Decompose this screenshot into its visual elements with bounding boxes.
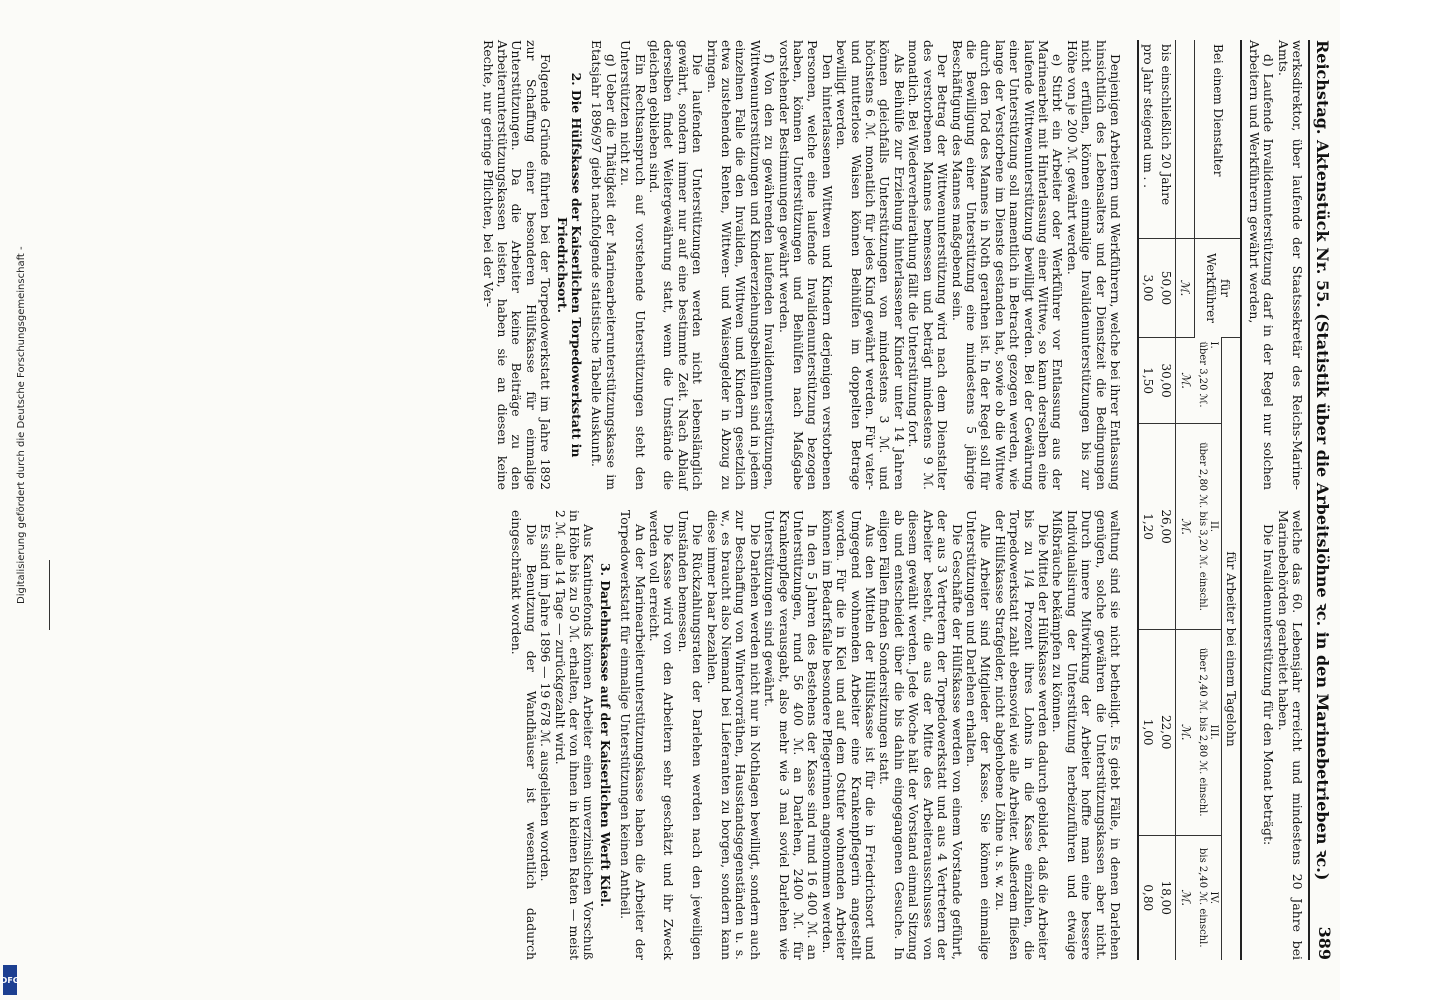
table-row: bis einschließlich 20 Jahre 50,00 30,00 26,00 22,00 18,00	[1158, 40, 1177, 960]
header-rule	[1308, 40, 1310, 960]
invalid-support-table	[1138, 40, 1243, 960]
table-row: pro Jahr steigend um . . 3,00 1,50 1,20 1,00 0,80	[1139, 40, 1158, 960]
table-class-header: I. über 3,20 ℳ.	[1197, 341, 1219, 408]
top-left-text: werksdirektor, über laufende der Staatssekretär des Reichs-Marine-Amts. d) Laufende Invalidenunterstützung darf in der Regel nur solchen Arbeitern und Werkführern gewährt werden,	[1246, 40, 1305, 490]
left-column: Denjenigen Arbeitern und Werkführern, welche bei ihrer Entlassung hinsichtlich des Lebensalters und der Dienstzeit die Bedingungen nicht erfüllen, können einmalige Invalidenunterstützungen bis zur Höhe von je 200 ℳ. gewährt werden. e) Stirbt ein Arbeiter oder Werkführer vor Entlassung aus der Marinearbeit mit Hinterlassung einer Wittwe, so kann derselben eine laufende Wittwenunterstützung bewilligt werden. Bei der Gewährung einer Unterstützung soll namentlich in Betracht gezogen werden, wie lange der Verstorbene im Dienste gestanden hat, sowie ob die Wittwe durch den Tod des Mannes in Noth gerathen ist. In der Regel soll für die Bewilligung einer Unterstützung eine mindestens 5 jährige Beschäftigung des Mannes maßgebend sein. Der Betrag der Wittwenunterstützung wird nach dem Dienstalter des verstorbenen Mannes bemessen und beträgt mindestens 9 ℳ. monatlich. Bei Wiederverheirathung fällt die Unterstützung fort. Als Beihülfe zur Erziehung hinterlassener Kinder unter 14 Jahren können gleichfalls Unterstützungen von mindestens 3 ℳ. und höchstens 6 ℳ. monatlich für jedes Kind gewährt werden. Für vater- und mutterlose Waisen können Beihülfen im doppelten Betrage bewilligt werden. Den hinterlassenen Wittwen und Kindern derjenigen verstorbenen Personen, welche eine laufende Invalidenunterstützung bezogen haben, können Unterstützungen und Beihülfen nach Maßgabe vorstehender Bestimmungen gewährt werden. f) Von den zu gewährenden laufenden Invalidenunterstützungen, Wittwenunterstützungen und Kindererziehungsbeihülfen sind in jedem einzelnen Falle die den Invaliden, Wittwen und Kindern gesetzlich etwa zustehenden Renten, Wittwen- und Waisengelder in Abzug zu bringen. Die laufenden Unterstützungen werden nicht lebenslänglich gewährt, sondern immer nur auf eine bestimmte Zeit. Nach Ablauf derselben findet Weitergewährung statt, wenn die Umstände die gleichen geblieben sind. Ein Rechtsanspruch auf vorstehende Unterstützungen steht den Unterstützten nicht zu. g) Ueber die Thätigkeit der Marinearbeiterunterstützungskasse im Etatsjahr 1896/97 giebt nachfolgende statistische Tabelle Auskunft. 2. Die Hülfskasse der Kaiserlichen Torpedowerkstatt in Friedrichsort. Folgende Gründe führten bei der Torpedowerkstatt im Jahre 1892 zur Schaffung einer besonderen Hülfskasse für einmalige Unterstützungen. Da die Arbeiter keine Beiträge zu den Arbeiterunterstützungskassen leisten, haben sie an diesen keine Rechte, nur geringe Pflichten, bei der Ver-	[480, 40, 1123, 490]
table-unit-spacer	[1176, 40, 1195, 239]
table-col-workers: für Arbeiter bei einem Tagelohn	[1222, 338, 1242, 961]
page-header	[1312, 40, 1334, 960]
top-right-text: welche das 60. Lebensjahr erreicht und mindestens 20 Jahre bei Marinebehörden gearbeitet haben. Die Invalidenunterstützung für den Monat beträgt:	[1261, 510, 1305, 960]
table-class-header: III. über 2,40 ℳ. bis 2,80 ℳ. einschl.	[1195, 629, 1222, 835]
right-column: waltung sind sie nicht betheiligt. Es giebt Fälle, in denen Darlehen genügen, solche gewähren die Unterstützungskassen aber nicht. Durch innere Mitwirkung der Arbeiter hoffte man eine bessere Individualisirung der Unterstützung herbeizuführen und etwaige Mißbräuche bekämpfen zu können. Die Mittel der Hülfskasse werden dadurch gebildet, daß die Arbeiter bis zu 1/4 Prozent ihres Lohns in die Kasse einzahlen, die Torpedowerkstatt zahlt ebensoviel wie alle Arbeiter. Außerdem fließen der Hülfskasse Strafgelder, nicht abgehobene Löhne u. s. w. zu. Alle Arbeiter sind Mitglieder der Kasse. Sie können einmalige Unterstützungen und Darlehen erhalten. Die Geschäfte der Hülfskasse werden von einem Vorstande geführt, der aus 3 Vertretern der Torpedowerkstatt und aus 4 Vertretern der Arbeiter besteht, die aus der Mitte des Arbeiterausschusses von diesem gewählt werden. Jede Woche hält der Vorstand einmal Sitzung ab und entscheidet über die bis dahin eingegangenen Gesuche. In eiligen Fällen finden Sondersitzungen statt. Aus den Mitteln der Hülfskasse ist für die in Friedrichsort und Umgegend wohnenden Arbeiter eine Krankenpflegerin angestellt worden. Für die in Kiel und auf dem Ostufer wohnenden Arbeiter können im Bedarfsfalle besondere Pflegerinnen angenommen werden. In den 5 Jahren des Bestehens der Kasse sind rund 16 400 ℳ. an Unterstützungen, rund 56 400 ℳ. an Darlehen, 2400 ℳ. für Krankenpflege verausgabt, also mehr wie 3 mal soviel Darlehen wie Unterstützungen sind gewährt. Die Darlehen werden nicht nur in Nothlagen bewilligt, sondern auch zur Beschaffung von Wintervorräthen, Hausstandsgegenständen u. s. w., es braucht also Niemand bei Lieferanten zu borgen, sondern kann diese immer baar bezahlen. Die Rückzahlungsraten der Darlehen werden nach den jeweiligen Umständen bemessen. Die Kasse wird von den Arbeitern sehr geschätzt und ihr Zweck werden voll erreicht. An der Marinearbeiterunterstützungskasse haben die Arbeiter der Torpedowerkstatt für einmalige Unterstützungen keinen Antheil. 3. Darlehnskasse auf der Kaiserlichen Werft Kiel. Aus Kantinefonds können Arbeiter einen unverzinslichen Vorschuß in Höhe bis zu 50 ℳ. erhalten, der von ihnen in kleinen Raten — meist 2 ℳ. alle 14 Tage — zurückgezahlt wird. Es sind im Jahre 1896 — 19 678 ℳ. ausgeliehen worden. Die Benutzung der Wandhäuser ist wesentlich dadurch eingeschränkt worden.	[509, 510, 1123, 960]
column-end-rule	[49, 560, 50, 630]
header-title: Reichstag. Aktenstück Nr. 55. (Statistik über die Arbeitslöhne ꝛc. in den Marinebetrieben ꝛc.)	[1313, 40, 1332, 881]
table-col-label: Bei einem Dienstalter	[1195, 40, 1241, 239]
table-unit: ℳ.	[1176, 338, 1195, 424]
table-unit: ℳ.	[1176, 424, 1195, 630]
table-unit: ℳ.	[1176, 629, 1195, 835]
table-unit: ℳ.	[1176, 835, 1195, 960]
table-class-header: II. über 2,80 ℳ. bis 3,20 ℳ. einschl.	[1195, 424, 1222, 630]
monthly-line: Die Invalidenunterstützung für den Monat beträgt:	[1261, 524, 1277, 846]
dfg-logo: DFG	[3, 965, 17, 995]
digitization-credit: Digitalisierung gefördert durch die Deutsche Forschungsgemeinschaft -	[16, 246, 27, 604]
page-number: 389	[1315, 926, 1334, 960]
section-heading: 3. Darlehnskasse auf der Kaiserlichen Werft Kiel.	[597, 562, 613, 908]
table-class-header: IV. bis 2,40 ℳ. einschl.	[1195, 835, 1222, 960]
section-heading: 2. Die Hülfskasse der Kaiserlichen Torpedowerkstatt in Friedrichsort.	[554, 72, 584, 458]
table-col-foreman: für Werkführer	[1195, 239, 1241, 338]
table-unit: ℳ.	[1176, 239, 1195, 338]
